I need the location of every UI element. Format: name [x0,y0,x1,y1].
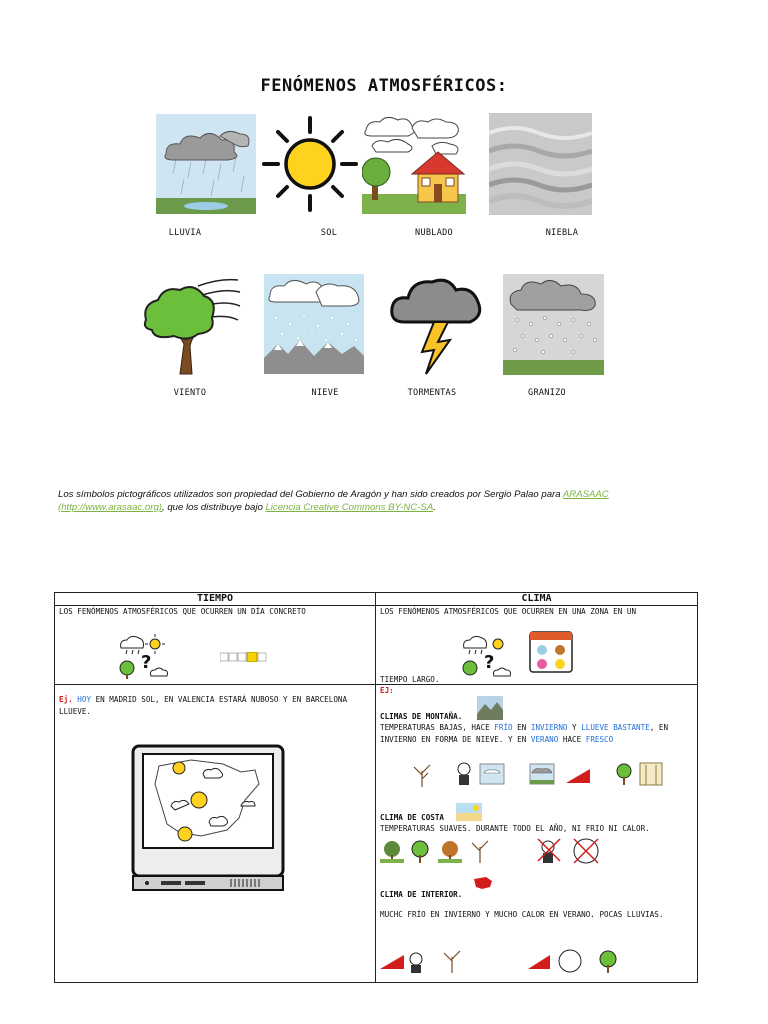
calendar-days-icon [220,652,270,662]
storm-icon [388,272,484,376]
costa-icons-row [380,837,620,865]
tiempo-example [59,694,371,718]
tiempo-header: TIEMPO [55,593,376,606]
montana-description [380,722,670,746]
pictogram-label: NIEBLA [545,228,579,238]
tv-weather-map-icon [131,744,285,892]
fog-icon [489,113,592,215]
fresco-word: FRESCO [585,735,614,744]
pictogram-label: NIEVE [311,388,339,398]
pictogram-label: NUBLADO [415,228,453,238]
hail-icon [503,274,604,375]
pictogram-label: TORMENTAS [407,388,457,398]
pictogram-label: GRANIZO [528,388,566,398]
cloudy-house-icon [362,114,466,214]
tiempo-clima-table [54,592,698,983]
clima-header: CLIMA [376,593,698,606]
montana-desc-part: HACE [558,735,586,744]
attribution-part: Los símbolos pictográficos utilizados son propiedad del Gobierno de Aragón y han sido creados por Sergio Palao para [58,489,563,500]
interior-title: CLIMA DE INTERIOR. [380,890,463,899]
pictogram-label: VIENTO [173,388,207,398]
llueve-word: LLUEVE BASTANTE [581,723,650,732]
tiempo-definition-cell [55,606,376,685]
clima-example-label: EJ: [380,686,394,695]
sun-icon [260,114,360,214]
frio-word: FRÍO [494,723,513,732]
example-label: Ej. [59,695,73,704]
snow-icon [264,274,364,374]
attribution-text [58,488,658,514]
arasaac-link[interactable]: ARASAAC (http://www.arasaac.org) [58,489,609,513]
montana-desc-part: EN [512,723,531,732]
montana-desc-part: , EN INVIERNO EN FORMA DE NIEVE. Y EN [380,723,669,744]
hoy-word: HOY [77,695,92,704]
mountain-photo-icon [477,696,503,720]
clima-definition-cell [376,606,698,685]
wind-tree-icon [140,270,244,376]
interior-icons-row [380,947,640,975]
tiempo-example-cell [55,685,376,983]
rain-icon [156,114,256,214]
montana-desc-part: Y [567,723,582,732]
page-title: FENÓMENOS ATMOSFÉRICOS: [260,76,508,96]
invierno-word: INVIERNO [530,723,568,732]
clima-example-cell [376,685,698,983]
verano-word: VERANO [530,735,559,744]
pictogram-label: SOL [320,228,338,238]
costa-description: TEMPERATURAS SUAVES. DURANTE TODO EL AÑO, NI FRIO NI CALOR. [380,824,650,833]
montana-icons-row [406,761,676,787]
svg-text:?: ? [141,652,152,673]
costa-title: CLIMA DE COSTA [380,813,445,822]
weather-question-icon [460,634,512,680]
license-link[interactable]: Licencia Creative Commons BY-NC-SA [265,502,434,513]
weather-question-icon [117,634,169,680]
beach-icon [456,803,482,821]
clima-definition: LOS FENÓMENOS ATMOSFÉRICOS QUE OCURREN EN UNA ZONA EN UN [380,607,637,616]
clima-definition-end: TIEMPO LARGO. [380,675,440,684]
tiempo-example-text: EN MADRID SOL, EN VALENCIA ESTARÁ NUBOSO Y EN BARCELONA LLUEVE. [59,695,348,716]
interior-description: MUCHC FRÍO EN INVIERNO Y MUCHO CALOR EN VERANO. POCAS LLUVIAS. [380,910,664,919]
montana-title: CLIMAS DE MONTAÑA. [380,712,463,721]
pictogram-label: LLUVIA [168,228,202,238]
montana-desc-part: TEMPERATURAS BAJAS, HACE [380,723,495,732]
seasons-calendar-icon [528,628,574,674]
spain-map-icon [470,875,494,891]
svg-text:?: ? [484,652,495,673]
attribution-part: , que los distribuye bajo [161,502,266,513]
attribution-part: . [433,502,436,513]
tiempo-definition: LOS FENÓMENOS ATMOSFÉRICOS QUE OCURREN UN DÍA CONCRETO [59,607,306,616]
